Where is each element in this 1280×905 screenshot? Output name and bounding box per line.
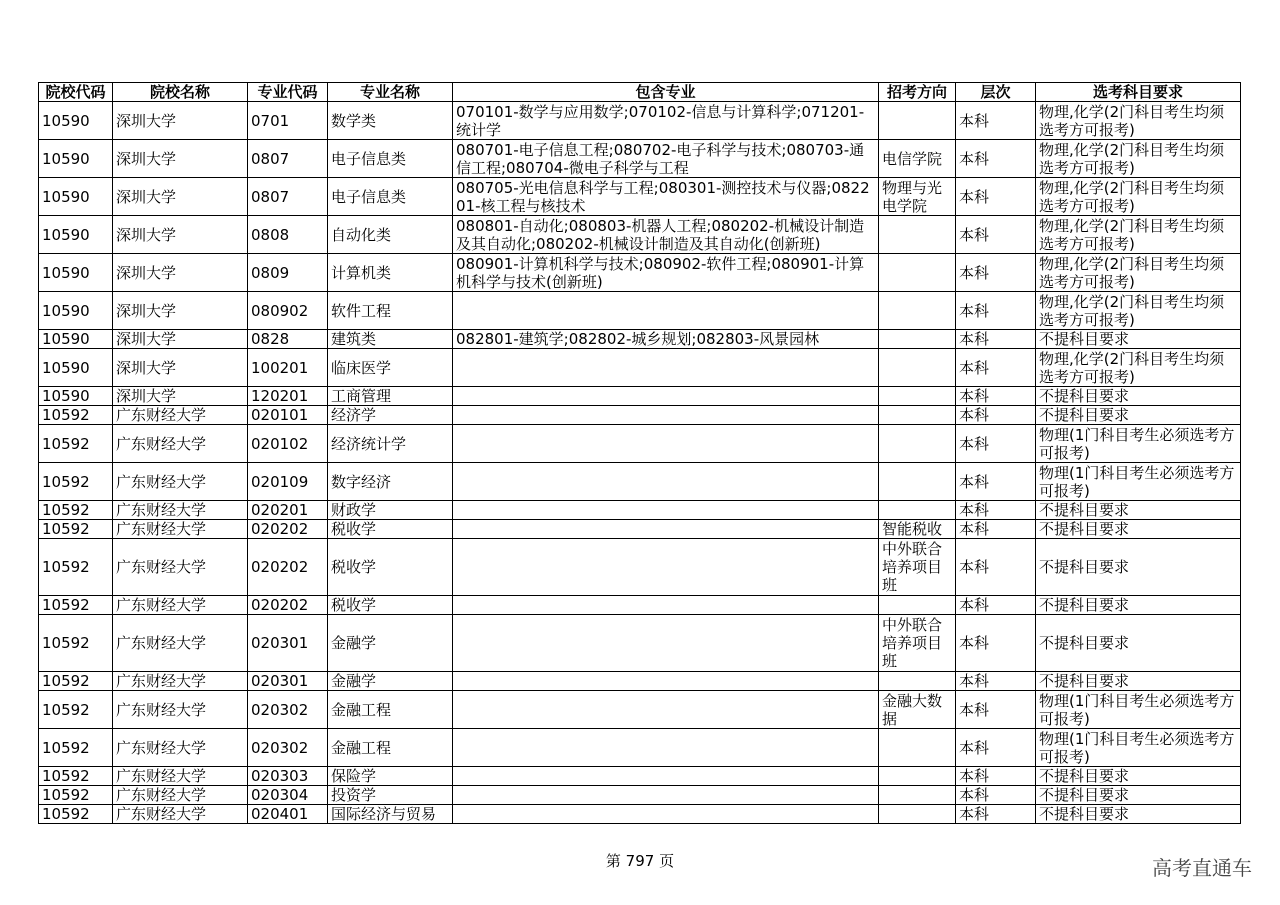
cell-subject-requirement: 物理(1门科目考生必须选考方可报考) xyxy=(1036,463,1241,501)
table-row xyxy=(39,786,1241,805)
cell-subject-requirement: 物理,化学(2门科目考生均须选考方可报考) xyxy=(1036,292,1241,330)
header-school-name: 院校名称 xyxy=(113,83,248,102)
table-row xyxy=(39,102,1241,140)
cell-major-code: 020302 xyxy=(248,729,328,767)
table-row xyxy=(39,729,1241,767)
cell-school-name: 广东财经大学 xyxy=(113,729,248,767)
cell-major-name: 电子信息类 xyxy=(328,140,453,178)
cell-school-code: 10592 xyxy=(39,805,113,824)
cell-major-code: 020303 xyxy=(248,767,328,786)
cell-school-name: 广东财经大学 xyxy=(113,767,248,786)
cell-subject-requirement: 物理,化学(2门科目考生均须选考方可报考) xyxy=(1036,349,1241,387)
admission-table xyxy=(38,82,1241,824)
cell-direction: 智能税收 xyxy=(879,520,956,539)
cell-direction xyxy=(879,425,956,463)
cell-school-name: 广东财经大学 xyxy=(113,539,248,596)
cell-direction xyxy=(879,292,956,330)
cell-included-majors xyxy=(453,691,879,729)
cell-direction xyxy=(879,387,956,406)
cell-school-name: 广东财经大学 xyxy=(113,691,248,729)
cell-direction xyxy=(879,216,956,254)
cell-school-code: 10592 xyxy=(39,406,113,425)
cell-level: 本科 xyxy=(956,596,1036,615)
cell-direction xyxy=(879,406,956,425)
cell-major-name: 国际经济与贸易 xyxy=(328,805,453,824)
cell-school-code: 10592 xyxy=(39,501,113,520)
cell-major-name: 金融工程 xyxy=(328,729,453,767)
cell-school-name: 广东财经大学 xyxy=(113,520,248,539)
cell-major-code: 0828 xyxy=(248,330,328,349)
cell-included-majors xyxy=(453,387,879,406)
cell-school-name: 深圳大学 xyxy=(113,387,248,406)
cell-subject-requirement: 物理,化学(2门科目考生均须选考方可报考) xyxy=(1036,254,1241,292)
cell-school-name: 深圳大学 xyxy=(113,349,248,387)
cell-included-majors xyxy=(453,729,879,767)
cell-school-code: 10590 xyxy=(39,387,113,406)
cell-major-code: 100201 xyxy=(248,349,328,387)
cell-school-code: 10590 xyxy=(39,292,113,330)
cell-direction: 电信学院 xyxy=(879,140,956,178)
table-row xyxy=(39,140,1241,178)
cell-school-name: 深圳大学 xyxy=(113,330,248,349)
cell-school-code: 10592 xyxy=(39,672,113,691)
cell-school-name: 深圳大学 xyxy=(113,178,248,216)
header-school-code: 院校代码 xyxy=(39,83,113,102)
cell-subject-requirement: 不提科目要求 xyxy=(1036,406,1241,425)
cell-included-majors xyxy=(453,596,879,615)
table-row xyxy=(39,330,1241,349)
cell-school-name: 广东财经大学 xyxy=(113,406,248,425)
cell-direction: 中外联合培养项目班 xyxy=(879,539,956,596)
cell-subject-requirement: 不提科目要求 xyxy=(1036,501,1241,520)
cell-school-code: 10592 xyxy=(39,615,113,672)
table-row xyxy=(39,216,1241,254)
cell-major-code: 0807 xyxy=(248,178,328,216)
cell-school-name: 广东财经大学 xyxy=(113,672,248,691)
cell-included-majors xyxy=(453,672,879,691)
cell-level: 本科 xyxy=(956,425,1036,463)
cell-major-name: 自动化类 xyxy=(328,216,453,254)
cell-included-majors: 080705-光电信息科学与工程;080301-测控技术与仪器;082201-核工程与核技术 xyxy=(453,178,879,216)
cell-level: 本科 xyxy=(956,672,1036,691)
cell-school-code: 10590 xyxy=(39,330,113,349)
cell-included-majors xyxy=(453,786,879,805)
header-direction: 招考方向 xyxy=(879,83,956,102)
cell-level: 本科 xyxy=(956,786,1036,805)
cell-major-name: 保险学 xyxy=(328,767,453,786)
cell-major-code: 0807 xyxy=(248,140,328,178)
cell-subject-requirement: 不提科目要求 xyxy=(1036,387,1241,406)
cell-subject-requirement: 不提科目要求 xyxy=(1036,615,1241,672)
cell-major-name: 工商管理 xyxy=(328,387,453,406)
table-row xyxy=(39,691,1241,729)
cell-direction: 物理与光电学院 xyxy=(879,178,956,216)
cell-subject-requirement: 不提科目要求 xyxy=(1036,786,1241,805)
cell-subject-requirement: 物理,化学(2门科目考生均须选考方可报考) xyxy=(1036,140,1241,178)
cell-included-majors xyxy=(453,501,879,520)
cell-major-name: 数学类 xyxy=(328,102,453,140)
cell-major-code: 020301 xyxy=(248,615,328,672)
cell-major-name: 经济学 xyxy=(328,406,453,425)
cell-school-name: 深圳大学 xyxy=(113,102,248,140)
cell-subject-requirement: 不提科目要求 xyxy=(1036,767,1241,786)
cell-school-name: 广东财经大学 xyxy=(113,805,248,824)
table-row xyxy=(39,615,1241,672)
cell-level: 本科 xyxy=(956,102,1036,140)
cell-included-majors xyxy=(453,805,879,824)
cell-direction xyxy=(879,254,956,292)
cell-subject-requirement: 物理(1门科目考生必须选考方可报考) xyxy=(1036,425,1241,463)
cell-direction xyxy=(879,786,956,805)
cell-included-majors xyxy=(453,539,879,596)
cell-subject-requirement: 不提科目要求 xyxy=(1036,330,1241,349)
cell-level: 本科 xyxy=(956,349,1036,387)
cell-school-code: 10592 xyxy=(39,425,113,463)
cell-school-name: 广东财经大学 xyxy=(113,786,248,805)
cell-school-code: 10592 xyxy=(39,596,113,615)
cell-included-majors xyxy=(453,292,879,330)
cell-level: 本科 xyxy=(956,292,1036,330)
cell-major-code: 020109 xyxy=(248,463,328,501)
header-subject-requirement: 选考科目要求 xyxy=(1036,83,1241,102)
watermark: 高考直通车 xyxy=(1152,856,1252,880)
cell-direction xyxy=(879,349,956,387)
cell-subject-requirement: 不提科目要求 xyxy=(1036,596,1241,615)
cell-school-name: 深圳大学 xyxy=(113,140,248,178)
cell-direction xyxy=(879,672,956,691)
cell-level: 本科 xyxy=(956,216,1036,254)
cell-level: 本科 xyxy=(956,520,1036,539)
header-major-code: 专业代码 xyxy=(248,83,328,102)
cell-direction xyxy=(879,805,956,824)
cell-school-name: 深圳大学 xyxy=(113,254,248,292)
cell-subject-requirement: 物理,化学(2门科目考生均须选考方可报考) xyxy=(1036,216,1241,254)
page-number: 第 797 页 xyxy=(605,852,675,870)
cell-school-code: 10592 xyxy=(39,539,113,596)
cell-direction: 金融大数据 xyxy=(879,691,956,729)
cell-school-name: 广东财经大学 xyxy=(113,596,248,615)
cell-level: 本科 xyxy=(956,767,1036,786)
cell-direction xyxy=(879,767,956,786)
cell-level: 本科 xyxy=(956,615,1036,672)
cell-included-majors: 080701-电子信息工程;080702-电子科学与技术;080703-通信工程;080704-微电子科学与工程 xyxy=(453,140,879,178)
cell-level: 本科 xyxy=(956,387,1036,406)
cell-major-code: 0808 xyxy=(248,216,328,254)
cell-major-name: 税收学 xyxy=(328,539,453,596)
table-row xyxy=(39,520,1241,539)
cell-major-name: 计算机类 xyxy=(328,254,453,292)
cell-direction xyxy=(879,729,956,767)
table-row xyxy=(39,349,1241,387)
cell-level: 本科 xyxy=(956,539,1036,596)
cell-level: 本科 xyxy=(956,140,1036,178)
header-level: 层次 xyxy=(956,83,1036,102)
cell-direction xyxy=(879,330,956,349)
cell-major-code: 120201 xyxy=(248,387,328,406)
cell-school-code: 10592 xyxy=(39,463,113,501)
cell-major-name: 税收学 xyxy=(328,596,453,615)
cell-major-code: 020201 xyxy=(248,501,328,520)
table-row xyxy=(39,463,1241,501)
cell-level: 本科 xyxy=(956,178,1036,216)
cell-included-majors xyxy=(453,349,879,387)
cell-direction xyxy=(879,463,956,501)
table-row xyxy=(39,596,1241,615)
cell-major-code: 0701 xyxy=(248,102,328,140)
table-row xyxy=(39,805,1241,824)
cell-major-name: 临床医学 xyxy=(328,349,453,387)
cell-level: 本科 xyxy=(956,805,1036,824)
cell-major-name: 数字经济 xyxy=(328,463,453,501)
cell-included-majors xyxy=(453,767,879,786)
table-row xyxy=(39,254,1241,292)
cell-major-name: 经济统计学 xyxy=(328,425,453,463)
cell-level: 本科 xyxy=(956,501,1036,520)
cell-school-code: 10592 xyxy=(39,767,113,786)
table-row xyxy=(39,178,1241,216)
cell-level: 本科 xyxy=(956,406,1036,425)
cell-level: 本科 xyxy=(956,330,1036,349)
header-major-name: 专业名称 xyxy=(328,83,453,102)
cell-subject-requirement: 物理,化学(2门科目考生均须选考方可报考) xyxy=(1036,102,1241,140)
table-row xyxy=(39,501,1241,520)
table-row xyxy=(39,406,1241,425)
cell-subject-requirement: 物理(1门科目考生必须选考方可报考) xyxy=(1036,729,1241,767)
cell-major-code: 020302 xyxy=(248,691,328,729)
cell-school-code: 10592 xyxy=(39,729,113,767)
cell-subject-requirement: 物理(1门科目考生必须选考方可报考) xyxy=(1036,691,1241,729)
cell-school-code: 10592 xyxy=(39,691,113,729)
cell-school-code: 10590 xyxy=(39,178,113,216)
cell-major-name: 金融学 xyxy=(328,672,453,691)
table-row xyxy=(39,425,1241,463)
cell-major-name: 税收学 xyxy=(328,520,453,539)
table-body xyxy=(39,102,1241,824)
cell-major-name: 投资学 xyxy=(328,786,453,805)
cell-major-name: 建筑类 xyxy=(328,330,453,349)
cell-major-code: 020401 xyxy=(248,805,328,824)
cell-subject-requirement: 不提科目要求 xyxy=(1036,672,1241,691)
cell-direction: 中外联合培养项目班 xyxy=(879,615,956,672)
cell-major-code: 0809 xyxy=(248,254,328,292)
table-header-row xyxy=(39,83,1241,102)
cell-major-name: 软件工程 xyxy=(328,292,453,330)
table-row xyxy=(39,672,1241,691)
cell-school-code: 10590 xyxy=(39,254,113,292)
cell-major-name: 金融学 xyxy=(328,615,453,672)
cell-included-majors xyxy=(453,425,879,463)
cell-school-code: 10592 xyxy=(39,786,113,805)
cell-level: 本科 xyxy=(956,254,1036,292)
cell-included-majors xyxy=(453,463,879,501)
table-row xyxy=(39,292,1241,330)
cell-major-code: 020202 xyxy=(248,596,328,615)
cell-included-majors xyxy=(453,520,879,539)
cell-school-name: 广东财经大学 xyxy=(113,463,248,501)
cell-school-code: 10590 xyxy=(39,102,113,140)
cell-level: 本科 xyxy=(956,729,1036,767)
table-row xyxy=(39,539,1241,596)
cell-school-name: 广东财经大学 xyxy=(113,501,248,520)
cell-subject-requirement: 不提科目要求 xyxy=(1036,539,1241,596)
cell-major-name: 金融工程 xyxy=(328,691,453,729)
cell-included-majors: 080901-计算机科学与技术;080902-软件工程;080901-计算机科学与技术(创新班) xyxy=(453,254,879,292)
cell-level: 本科 xyxy=(956,691,1036,729)
cell-subject-requirement: 不提科目要求 xyxy=(1036,805,1241,824)
cell-major-code: 020202 xyxy=(248,539,328,596)
header-included-majors: 包含专业 xyxy=(453,83,879,102)
cell-included-majors: 082801-建筑学;082802-城乡规划;082803-风景园林 xyxy=(453,330,879,349)
cell-school-code: 10592 xyxy=(39,520,113,539)
cell-direction xyxy=(879,102,956,140)
cell-major-code: 020101 xyxy=(248,406,328,425)
cell-major-name: 电子信息类 xyxy=(328,178,453,216)
cell-included-majors xyxy=(453,406,879,425)
cell-direction xyxy=(879,501,956,520)
cell-school-name: 深圳大学 xyxy=(113,216,248,254)
cell-major-name: 财政学 xyxy=(328,501,453,520)
cell-school-code: 10590 xyxy=(39,216,113,254)
cell-major-code: 020304 xyxy=(248,786,328,805)
cell-level: 本科 xyxy=(956,463,1036,501)
cell-major-code: 020102 xyxy=(248,425,328,463)
cell-included-majors xyxy=(453,615,879,672)
cell-included-majors: 080801-自动化;080803-机器人工程;080202-机械设计制造及其自动化;080202-机械设计制造及其自动化(创新班) xyxy=(453,216,879,254)
cell-school-name: 广东财经大学 xyxy=(113,425,248,463)
cell-school-name: 深圳大学 xyxy=(113,292,248,330)
cell-school-name: 广东财经大学 xyxy=(113,615,248,672)
cell-major-code: 020301 xyxy=(248,672,328,691)
cell-school-code: 10590 xyxy=(39,140,113,178)
cell-major-code: 080902 xyxy=(248,292,328,330)
table-row xyxy=(39,767,1241,786)
cell-subject-requirement: 不提科目要求 xyxy=(1036,520,1241,539)
cell-direction xyxy=(879,596,956,615)
table-row xyxy=(39,387,1241,406)
cell-school-code: 10590 xyxy=(39,349,113,387)
cell-included-majors: 070101-数学与应用数学;070102-信息与计算科学;071201-统计学 xyxy=(453,102,879,140)
cell-subject-requirement: 物理,化学(2门科目考生均须选考方可报考) xyxy=(1036,178,1241,216)
cell-major-code: 020202 xyxy=(248,520,328,539)
